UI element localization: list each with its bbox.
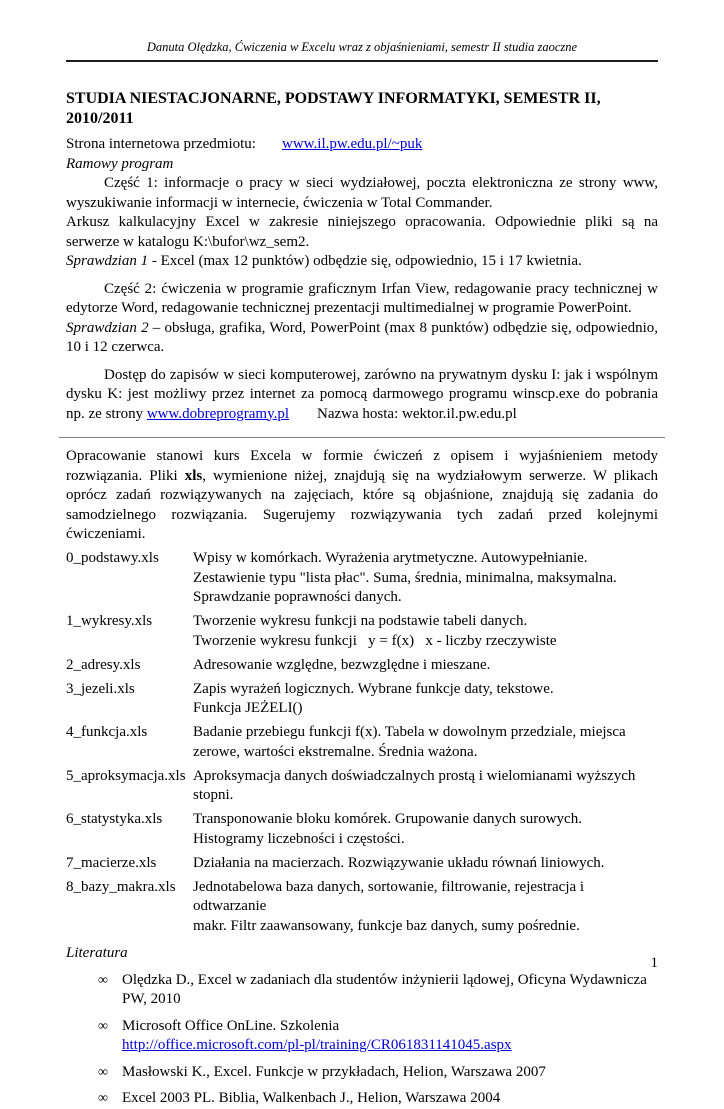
file-name: 5_aproksymacja.xls xyxy=(66,767,186,784)
page-number: 1 xyxy=(650,955,658,971)
file-row xyxy=(66,878,658,937)
file-description xyxy=(193,612,658,651)
file-row xyxy=(66,767,658,806)
file-description xyxy=(193,680,658,719)
file-description xyxy=(193,549,658,608)
file-desc-line: Działania na macierzach. Rozwiązywanie układu równań liniowych. xyxy=(193,854,605,871)
section-heading-ramowy-program: Ramowy program xyxy=(66,155,174,172)
literature-item-text xyxy=(122,1017,658,1056)
section-heading-literatura: Literatura xyxy=(66,945,128,961)
xls-bold-text: xls xyxy=(184,467,203,484)
paragraph-part1: Część 1: informacje o pracy w sieci wydziałowej, poczta elektroniczna ze strony www, wyszukiwanie informacji w internecie, ćwiczenia w Total Commander. xyxy=(66,175,658,211)
file-row xyxy=(66,612,658,651)
course-desc-text-2: , wymienione niżej, znajdują się na wydziałowym serwerze. W plikach oprócz zadań rozwiązywanych na zajęciach, które są objaśnione, znajdują się zadania do samodzielnego rozwiązania. Sugerujemy rozwiązywania tych zadań przed kolejnymi ćwiczeniami. xyxy=(66,467,658,542)
literature-item-text: Olędzka D., Excel w zadaniach dla studentów inżynierii lądowej, Oficyna Wydawnicza PW, 2010 xyxy=(122,971,647,1007)
separator-rule xyxy=(59,437,665,438)
test2-text: – obsługa, grafika, Word, PowerPoint (max 8 punktów) odbędzie się, odpowiednio, 10 i 12 czerwca. xyxy=(66,319,658,355)
infinity-bullet-icon: ∞ xyxy=(98,1018,108,1034)
file-name: 2_adresy.xls xyxy=(66,656,141,673)
infinity-bullet-icon: ∞ xyxy=(98,1091,108,1106)
infinity-bullet-icon: ∞ xyxy=(98,1064,108,1080)
infinity-bullet-icon: ∞ xyxy=(98,972,108,988)
file-row xyxy=(66,723,658,762)
dobreprogramy-link[interactable]: www.dobreprogramy.pl xyxy=(146,405,290,422)
paragraph-test1 xyxy=(66,252,658,272)
file-desc-line: Sprawdzanie poprawności danych. xyxy=(193,589,402,605)
list-item xyxy=(66,1089,658,1109)
test2-label: Sprawdzian 2 xyxy=(66,319,149,336)
literature-item-line: Microsoft Office OnLine. Szkolenia xyxy=(122,1017,340,1034)
file-desc-line: Tworzenie wykresu funkcji y = f(x) x - liczby rzeczywiste xyxy=(193,632,557,649)
file-desc-line: Histogramy liczebności i częstości. xyxy=(193,830,405,847)
file-row xyxy=(66,549,658,608)
document-title: STUDIA NIESTACJONARNE, PODSTAWY INFORMATYKI, SEMESTR II, 2010/2011 xyxy=(66,90,601,127)
paragraph-test2 xyxy=(66,319,658,358)
running-header: Danuta Olędzka, Ćwiczenia w Excelu wraz z objaśnieniami, semestr II studia zaoczne xyxy=(66,40,658,62)
course-website-line xyxy=(66,135,658,155)
file-desc-line: zerowe, wartości ekstremalne. Średnia ważona. xyxy=(193,743,478,760)
file-name: 0_podstawy.xls xyxy=(66,550,159,566)
file-description xyxy=(193,810,658,849)
file-desc-line: Zapis wyrażeń logicznych. Wybrane funkcje daty, tekstowe. xyxy=(193,680,554,697)
access-text: Dostęp do zapisów w sieci komputerowej, zarówno na prywatnym dysku I: jak i wspólnym dysku K: jest możliwy przez internet za pomocą darmowego programu winscp.exe do pobrania np. ze strony xyxy=(66,366,658,422)
file-desc-line: Tworzenie wykresu funkcji na podstawie tabeli danych. xyxy=(193,613,528,629)
file-desc-line: Transponowanie bloku komórek. Grupowanie danych surowych. xyxy=(193,811,582,827)
file-name: 3_jezeli.xls xyxy=(66,680,135,697)
file-description xyxy=(193,656,658,676)
paragraph-access xyxy=(66,366,658,425)
file-name: 8_bazy_makra.xls xyxy=(66,878,176,895)
test1-text: - Excel (max 12 punktów) odbędzie się, odpowiednio, 15 i 17 kwietnia. xyxy=(148,253,582,269)
literature-item-text: Masłowski K., Excel. Funkcje w przykładach, Helion, Warszawa 2007 xyxy=(122,1063,546,1080)
paragraph-course-description xyxy=(66,447,658,545)
file-list xyxy=(66,549,658,936)
file-desc-line: Wpisy w komórkach. Wyrażenia arytmetyczne. Autowypełnianie. xyxy=(193,550,588,566)
list-item xyxy=(66,971,658,1010)
course-website-link[interactable]: www.il.pw.edu.pl/~puk xyxy=(282,136,423,152)
file-desc-line: Aproksymacja danych doświadczalnych prostą i wielomianami wyższych xyxy=(193,767,636,784)
file-row xyxy=(66,854,658,874)
file-description xyxy=(193,878,658,937)
file-row xyxy=(66,680,658,719)
file-name: 7_macierze.xls xyxy=(66,854,157,871)
file-name: 1_wykresy.xls xyxy=(66,613,153,629)
list-item xyxy=(66,1017,658,1056)
literature-item-text: Excel 2003 PL. Biblia, Walkenbach J., Helion, Warszawa 2004 xyxy=(122,1090,501,1106)
file-name: 4_funkcja.xls xyxy=(66,724,148,740)
file-row xyxy=(66,810,658,849)
paragraph-excel-note: Arkusz kalkulacyjny Excel w zakresie niniejszego opracowania. Odpowiednie pliki są na serwerze w katalogu K:\bufor\wz_sem2. xyxy=(66,214,658,250)
file-desc-line: makr. Filtr zaawansowany, funkcje baz danych, sumy pośrednie. xyxy=(193,917,580,934)
file-desc-line: stopni. xyxy=(193,787,234,803)
file-description xyxy=(193,854,658,874)
file-description xyxy=(193,767,658,806)
file-description xyxy=(193,723,658,762)
literature-list xyxy=(66,971,658,1109)
file-desc-line: Zestawienie typu "lista płac". Suma, średnia, minimalna, maksymalna. xyxy=(193,569,617,586)
paragraph-part2: Część 2: ćwiczenia w programie graficznym Irfan View, redagowanie pracy technicznej w edytorze Word, redagowanie technicznej prezentacji multimedialnej w programie PowerPoint. xyxy=(66,280,658,316)
course-desc-text-1: Opracowanie stanowi kurs Excela w formie ćwiczeń z opisem i wyjaśnieniem metody rozwiązania. Pliki xyxy=(66,448,658,484)
file-desc-line: Badanie przebiegu funkcji f(x). Tabela w dowolnym przedziale, miejsca xyxy=(193,724,626,740)
file-name: 6_statystyka.xls xyxy=(66,811,163,827)
list-item xyxy=(66,1063,658,1083)
file-row xyxy=(66,656,658,676)
test1-label: Sprawdzian 1 xyxy=(66,253,149,269)
file-desc-line: Funkcja JEŻELI() xyxy=(193,700,303,716)
file-desc-line: Jednotabelowa baza danych, sortowanie, filtrowanie, rejestracja i odtwarzanie xyxy=(193,878,588,914)
course-website-label: Strona internetowa przedmiotu: xyxy=(66,136,256,152)
host-name-text: Nazwa hosta: wektor.il.pw.edu.pl xyxy=(317,405,517,422)
file-desc-line: Adresowanie względne, bezwzględne i mieszane. xyxy=(193,656,491,673)
training-course-link[interactable]: http://office.microsoft.com/pl-pl/training/CR061831141045.aspx xyxy=(122,1037,512,1053)
